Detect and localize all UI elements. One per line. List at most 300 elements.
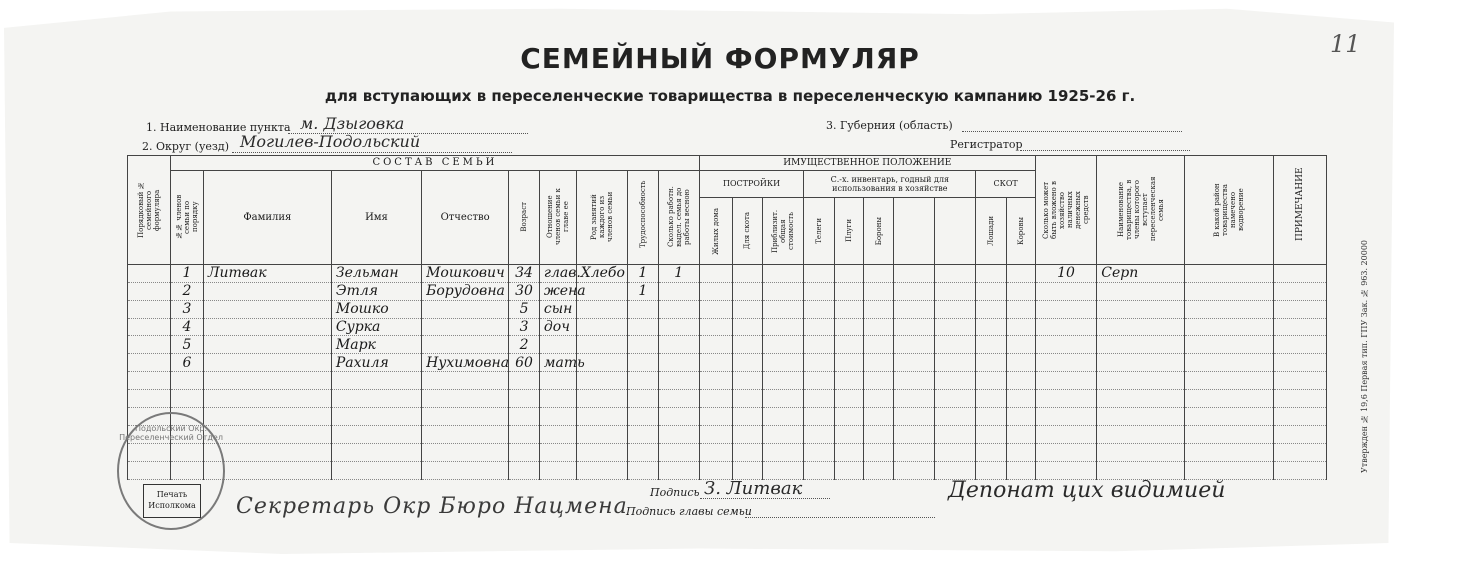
- cell-carts: [804, 336, 835, 354]
- col-surname: Фамилия: [203, 170, 331, 264]
- cell-relation: [539, 408, 576, 426]
- cell-horses: [976, 426, 1007, 444]
- cell-horses: [976, 372, 1007, 390]
- stamp-text: Подольский Окр. Переселенческий Отдел: [119, 424, 223, 442]
- cell-remarks: [1273, 282, 1326, 300]
- cell-money: [1035, 444, 1096, 462]
- cell-housing: [699, 336, 732, 354]
- cell-able: [628, 462, 659, 480]
- cell-patronymic: [422, 444, 509, 462]
- col-approx-cost: Приблизит. общая стоимость: [763, 198, 804, 265]
- cell-member-no: 6: [171, 354, 204, 372]
- cell-x1: [894, 318, 935, 336]
- cell-surname: [203, 408, 331, 426]
- cell-name: Мошко: [331, 300, 421, 318]
- cell-cows: [1007, 426, 1036, 444]
- cell-remarks: [1273, 300, 1326, 318]
- col-housing: Жилых дома: [699, 198, 732, 265]
- cell-partnership: [1097, 426, 1185, 444]
- cell-money: [1035, 318, 1096, 336]
- cell-cows: [1007, 462, 1036, 480]
- cell-able: 1: [628, 264, 659, 282]
- secretary-signature: Секретарь Окр Бюро Нацмена: [236, 494, 628, 519]
- cell-name: Этля: [331, 282, 421, 300]
- group-livestock: СКОТ: [976, 170, 1035, 197]
- cell-region: [1185, 354, 1273, 372]
- cell-x2: [935, 264, 976, 282]
- cell-money: 10: [1035, 264, 1096, 282]
- cell-housing: [699, 426, 732, 444]
- cell-occupation: [576, 462, 627, 480]
- cell-region: [1185, 372, 1273, 390]
- table-row: [128, 300, 1327, 318]
- cell-remarks: [1273, 264, 1326, 282]
- cell-family-no: [128, 264, 171, 282]
- cell-housing: [699, 444, 732, 462]
- stamp-box: Печать Исполкома: [143, 484, 201, 518]
- cell-relation: [539, 462, 576, 480]
- cell-carts: [804, 282, 835, 300]
- cell-able: [628, 372, 659, 390]
- cell-horses: [976, 444, 1007, 462]
- cell-money: [1035, 462, 1096, 480]
- cell-region: [1185, 318, 1273, 336]
- cell-cattle-bld: [732, 336, 763, 354]
- cell-remarks: [1273, 426, 1326, 444]
- cell-relation: [539, 390, 576, 408]
- cell-age: [509, 390, 540, 408]
- cell-remarks: [1273, 354, 1326, 372]
- cell-surname: [203, 336, 331, 354]
- cell-region: [1185, 444, 1273, 462]
- cell-family-no: [128, 390, 171, 408]
- cell-cattle-bld: [732, 408, 763, 426]
- cell-x1: [894, 282, 935, 300]
- cell-member-no: 2: [171, 282, 204, 300]
- cell-cows: [1007, 318, 1036, 336]
- cell-workers: [658, 462, 699, 480]
- cell-remarks: [1273, 336, 1326, 354]
- cell-ploughs: [835, 390, 864, 408]
- col-occupation: Род занятий каждого из членов семьи: [576, 170, 627, 264]
- table-row: [128, 462, 1327, 480]
- cell-age: 5: [509, 300, 540, 318]
- cell-ploughs: [835, 336, 864, 354]
- print-info: Утвержден № 19,6 Первая тип. ГПУ Зак. № 963. 20000: [1360, 240, 1369, 474]
- cell-money: [1035, 282, 1096, 300]
- cell-cattle-bld: [732, 318, 763, 336]
- cell-cattle-bld: [732, 354, 763, 372]
- cell-x2: [935, 282, 976, 300]
- cell-occupation: [576, 318, 627, 336]
- cell-partnership: [1097, 408, 1185, 426]
- cell-workers: [658, 318, 699, 336]
- cell-member-no: 4: [171, 318, 204, 336]
- cell-partnership: [1097, 336, 1185, 354]
- cell-workers: 1: [658, 264, 699, 282]
- cell-money: [1035, 336, 1096, 354]
- cell-partnership: [1097, 372, 1185, 390]
- cell-approx-cost: [763, 372, 804, 390]
- cell-x1: [894, 444, 935, 462]
- col-ploughs: Плуги: [835, 198, 864, 265]
- cell-name: Сурка: [331, 318, 421, 336]
- cell-occupation: Хлебо: [576, 264, 627, 282]
- cell-region: [1185, 282, 1273, 300]
- cell-name: Рахиля: [331, 354, 421, 372]
- cell-patronymic: [422, 390, 509, 408]
- cell-housing: [699, 372, 732, 390]
- cell-region: [1185, 336, 1273, 354]
- cell-name: Марк: [331, 336, 421, 354]
- cell-x1: [894, 300, 935, 318]
- cell-ploughs: [835, 408, 864, 426]
- col-able: Трудоспособность: [628, 170, 659, 264]
- cell-carts: [804, 462, 835, 480]
- cell-harrows: [863, 372, 894, 390]
- cell-name: [331, 372, 421, 390]
- cell-member-no: 3: [171, 300, 204, 318]
- cell-cattle-bld: [732, 426, 763, 444]
- cell-able: [628, 408, 659, 426]
- cell-housing: [699, 264, 732, 282]
- cell-carts: [804, 426, 835, 444]
- cell-carts: [804, 390, 835, 408]
- cell-patronymic: [422, 408, 509, 426]
- cell-family-no: [128, 336, 171, 354]
- guberniya-label: 3. Губерния (область): [826, 119, 953, 132]
- cell-family-no: [128, 282, 171, 300]
- cell-money: [1035, 390, 1096, 408]
- cell-ploughs: [835, 462, 864, 480]
- cell-x2: [935, 336, 976, 354]
- cell-member-no: [171, 390, 204, 408]
- cell-surname: [203, 318, 331, 336]
- col-age: Возраст: [509, 170, 540, 264]
- cell-able: 1: [628, 282, 659, 300]
- cell-able: [628, 444, 659, 462]
- cell-approx-cost: [763, 264, 804, 282]
- cell-patronymic: [422, 426, 509, 444]
- cell-age: 2: [509, 336, 540, 354]
- cell-money: [1035, 300, 1096, 318]
- cell-cattle-bld: [732, 390, 763, 408]
- cell-age: 34: [509, 264, 540, 282]
- cell-money: [1035, 426, 1096, 444]
- cell-ploughs: [835, 300, 864, 318]
- table-row: [128, 408, 1327, 426]
- cell-workers: [658, 390, 699, 408]
- document-subtitle: для вступающих в переселенческие товарищества в переселенческую кампанию 1925-26 г.: [324, 87, 1136, 105]
- cell-region: [1185, 300, 1273, 318]
- cell-patronymic: Нухимовна: [422, 354, 509, 372]
- cell-name: [331, 390, 421, 408]
- cell-cows: [1007, 354, 1036, 372]
- cell-workers: [658, 336, 699, 354]
- table-row: [128, 372, 1327, 390]
- cell-relation: жена: [539, 282, 576, 300]
- cell-name: [331, 462, 421, 480]
- cell-x2: [935, 390, 976, 408]
- cell-carts: [804, 264, 835, 282]
- cell-cows: [1007, 444, 1036, 462]
- cell-horses: [976, 462, 1007, 480]
- cell-workers: [658, 354, 699, 372]
- cell-carts: [804, 300, 835, 318]
- cell-partnership: [1097, 390, 1185, 408]
- col-remarks: ПРИМЕЧАНИЕ: [1273, 156, 1326, 265]
- col-patronymic: Отчество: [422, 170, 509, 264]
- cell-ploughs: [835, 282, 864, 300]
- cell-member-no: 1: [171, 264, 204, 282]
- cell-family-no: [128, 372, 171, 390]
- cell-age: 30: [509, 282, 540, 300]
- cell-x1: [894, 426, 935, 444]
- cell-housing: [699, 282, 732, 300]
- cell-x1: [894, 372, 935, 390]
- cell-harrows: [863, 408, 894, 426]
- cell-money: [1035, 372, 1096, 390]
- table-row: [128, 336, 1327, 354]
- head-sign-line: [745, 517, 935, 518]
- cell-harrows: [863, 444, 894, 462]
- cell-age: [509, 444, 540, 462]
- cell-housing: [699, 318, 732, 336]
- punkt-value: м. Дзыговка: [300, 114, 405, 133]
- col-family-no: Порядковый № семейного формуляра: [128, 156, 171, 265]
- cell-surname: [203, 354, 331, 372]
- cell-housing: [699, 390, 732, 408]
- corner-handwritten-number: 11: [1330, 30, 1361, 58]
- col-cattle-buildings: Для скота: [732, 198, 763, 265]
- cell-relation: мать: [539, 354, 576, 372]
- cell-age: [509, 408, 540, 426]
- cell-occupation: [576, 372, 627, 390]
- cell-carts: [804, 408, 835, 426]
- cell-approx-cost: [763, 390, 804, 408]
- cell-remarks: [1273, 444, 1326, 462]
- table-body: [128, 264, 1327, 479]
- cell-x2: [935, 408, 976, 426]
- cell-cows: [1007, 372, 1036, 390]
- cell-ploughs: [835, 318, 864, 336]
- cell-x2: [935, 354, 976, 372]
- col-partnership: Наименование товарищества, в члены которого вступает переселенческая семья: [1097, 156, 1185, 265]
- table-row: [128, 426, 1327, 444]
- cell-cows: [1007, 390, 1036, 408]
- table-row: [128, 264, 1327, 282]
- cell-surname: [203, 390, 331, 408]
- col-carts: Телеги: [804, 198, 835, 265]
- cell-cattle-bld: [732, 462, 763, 480]
- okrug-field: [142, 140, 229, 153]
- cell-region: [1185, 264, 1273, 282]
- cell-approx-cost: [763, 336, 804, 354]
- cell-workers: [658, 372, 699, 390]
- col-harrows: Бороны: [863, 198, 894, 265]
- cell-x2: [935, 318, 976, 336]
- guberniya-field: [826, 119, 953, 132]
- cell-surname: [203, 372, 331, 390]
- family-form-table: [127, 155, 1327, 480]
- cell-x2: [935, 426, 976, 444]
- cell-approx-cost: [763, 354, 804, 372]
- cell-cows: [1007, 264, 1036, 282]
- cell-name: [331, 408, 421, 426]
- cell-partnership: [1097, 354, 1185, 372]
- cell-x1: [894, 390, 935, 408]
- group-property: ИМУЩЕСТВЕННОЕ ПОЛОЖЕНИЕ: [699, 156, 1035, 171]
- cell-carts: [804, 444, 835, 462]
- cell-remarks: [1273, 318, 1326, 336]
- sign-label: Подпись: [650, 486, 700, 499]
- okrug-line: [232, 152, 512, 153]
- group-family: СОСТАВ СЕМЬИ: [171, 156, 700, 171]
- cell-occupation: [576, 300, 627, 318]
- cell-able: [628, 300, 659, 318]
- cell-age: 3: [509, 318, 540, 336]
- group-buildings: ПОСТРОЙКИ: [699, 170, 804, 197]
- cell-ploughs: [835, 444, 864, 462]
- cell-cattle-bld: [732, 264, 763, 282]
- cell-occupation: [576, 336, 627, 354]
- registrator-line: [1020, 150, 1190, 151]
- cell-carts: [804, 372, 835, 390]
- cell-partnership: [1097, 444, 1185, 462]
- cell-able: [628, 354, 659, 372]
- registrator-label: Регистратор: [950, 138, 1023, 151]
- cell-x1: [894, 354, 935, 372]
- cell-surname: [203, 282, 331, 300]
- cell-cows: [1007, 408, 1036, 426]
- cell-approx-cost: [763, 444, 804, 462]
- cell-x2: [935, 372, 976, 390]
- cell-age: [509, 462, 540, 480]
- cell-horses: [976, 264, 1007, 282]
- cell-harrows: [863, 354, 894, 372]
- sign-line: [700, 498, 830, 499]
- cell-name: Зельман: [331, 264, 421, 282]
- table-row: [128, 390, 1327, 408]
- cell-remarks: [1273, 390, 1326, 408]
- cell-harrows: [863, 426, 894, 444]
- cell-cattle-bld: [732, 300, 763, 318]
- cell-region: [1185, 390, 1273, 408]
- cell-harrows: [863, 300, 894, 318]
- cell-relation: [539, 372, 576, 390]
- col-region: В какой район товарищества намечено водворение: [1185, 156, 1273, 265]
- cell-cows: [1007, 336, 1036, 354]
- cell-able: [628, 426, 659, 444]
- cell-x1: [894, 336, 935, 354]
- okrug-value: Могилев-Подольский: [240, 132, 421, 151]
- table-row: [128, 282, 1327, 300]
- cell-age: [509, 426, 540, 444]
- cell-approx-cost: [763, 300, 804, 318]
- cell-partnership: [1097, 300, 1185, 318]
- head-sign-label: Подпись главы семьи: [626, 505, 752, 518]
- cell-harrows: [863, 264, 894, 282]
- cell-partnership: Серп: [1097, 264, 1185, 282]
- cell-horses: [976, 408, 1007, 426]
- cell-approx-cost: [763, 408, 804, 426]
- okrug-label: 2. Округ (уезд): [142, 140, 229, 153]
- cell-cows: [1007, 282, 1036, 300]
- cell-age: [509, 372, 540, 390]
- cell-relation: глав.: [539, 264, 576, 282]
- cell-harrows: [863, 282, 894, 300]
- group-inventory: С.-х. инвентарь, годный для использования в хозяйстве: [804, 170, 976, 197]
- cell-workers: [658, 408, 699, 426]
- cell-x2: [935, 462, 976, 480]
- cell-carts: [804, 354, 835, 372]
- cell-region: [1185, 408, 1273, 426]
- cell-cattle-bld: [732, 282, 763, 300]
- cell-member-no: [171, 372, 204, 390]
- cell-relation: доч: [539, 318, 576, 336]
- cell-patronymic: [422, 300, 509, 318]
- cell-occupation: [576, 444, 627, 462]
- col-inventory-extra-2: [935, 198, 976, 265]
- handwritten-note: Депонат цих видимией: [948, 478, 1226, 503]
- cell-approx-cost: [763, 282, 804, 300]
- cell-ploughs: [835, 264, 864, 282]
- col-name: Имя: [331, 170, 421, 264]
- cell-harrows: [863, 390, 894, 408]
- cell-horses: [976, 300, 1007, 318]
- cell-relation: [539, 336, 576, 354]
- cell-cattle-bld: [732, 444, 763, 462]
- cell-horses: [976, 336, 1007, 354]
- cell-housing: [699, 462, 732, 480]
- cell-patronymic: Борудовна: [422, 282, 509, 300]
- cell-ploughs: [835, 354, 864, 372]
- cell-approx-cost: [763, 318, 804, 336]
- cell-relation: [539, 426, 576, 444]
- cell-horses: [976, 318, 1007, 336]
- guberniya-line: [962, 131, 1182, 132]
- cell-partnership: [1097, 462, 1185, 480]
- cell-family-no: [128, 354, 171, 372]
- cell-surname: [203, 300, 331, 318]
- cell-surname: Литвак: [203, 264, 331, 282]
- cell-region: [1185, 426, 1273, 444]
- cell-name: [331, 426, 421, 444]
- cell-remarks: [1273, 408, 1326, 426]
- cell-money: [1035, 354, 1096, 372]
- cell-x1: [894, 264, 935, 282]
- cell-remarks: [1273, 372, 1326, 390]
- cell-workers: [658, 300, 699, 318]
- cell-family-no: [128, 318, 171, 336]
- cell-cattle-bld: [732, 372, 763, 390]
- cell-carts: [804, 318, 835, 336]
- cell-x1: [894, 462, 935, 480]
- cell-patronymic: [422, 462, 509, 480]
- table-row: [128, 444, 1327, 462]
- col-cows: Коровы: [1007, 198, 1036, 265]
- cell-able: [628, 318, 659, 336]
- cell-harrows: [863, 318, 894, 336]
- cell-name: [331, 444, 421, 462]
- cell-cows: [1007, 300, 1036, 318]
- cell-region: [1185, 462, 1273, 480]
- cell-relation: [539, 444, 576, 462]
- cell-occupation: [576, 408, 627, 426]
- cell-ploughs: [835, 426, 864, 444]
- cell-occupation: [576, 426, 627, 444]
- cell-patronymic: [422, 372, 509, 390]
